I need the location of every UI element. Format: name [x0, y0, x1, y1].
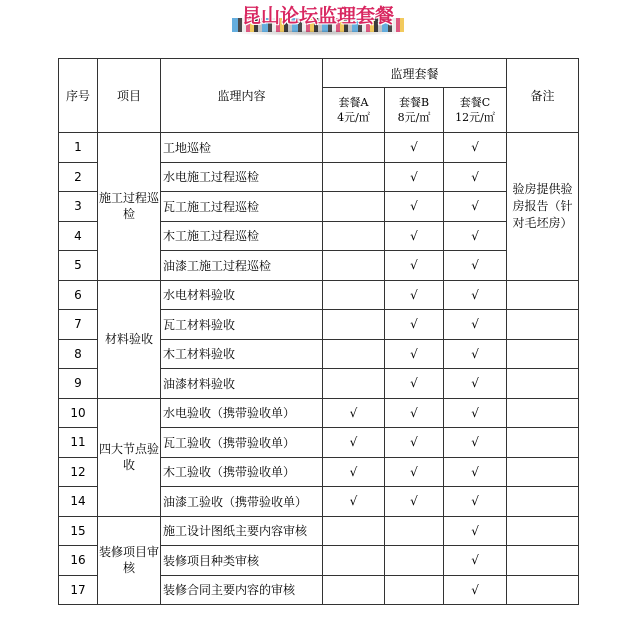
- note-empty: [507, 575, 579, 605]
- check-c: √: [444, 369, 507, 399]
- note-empty: [507, 428, 579, 458]
- note-empty: [507, 339, 579, 369]
- check-b: [385, 546, 444, 576]
- check-a: [323, 162, 385, 192]
- row-no: 9: [59, 369, 98, 399]
- row-no: 2: [59, 162, 98, 192]
- table-row: [59, 280, 579, 310]
- header-package-a: [323, 88, 385, 133]
- check-a: √: [323, 487, 385, 517]
- check-b: √: [385, 280, 444, 310]
- check-c: √: [444, 310, 507, 340]
- row-content: 瓦工施工过程巡检: [161, 192, 323, 222]
- banner-shadow: [232, 30, 404, 36]
- note-empty: [507, 310, 579, 340]
- note-empty: [507, 369, 579, 399]
- table-row: [59, 398, 579, 428]
- header-package-b: [385, 88, 444, 133]
- header-item: 项目: [98, 59, 161, 133]
- header-packages: 监理套餐: [323, 59, 507, 88]
- row-no: 4: [59, 221, 98, 251]
- row-content: 装修项目种类审核: [161, 546, 323, 576]
- check-a: [323, 339, 385, 369]
- row-no: 6: [59, 280, 98, 310]
- header-note: 备注: [507, 59, 579, 133]
- package-c-price: 12元/㎡: [455, 111, 495, 124]
- row-content: 施工设计图纸主要内容审核: [161, 516, 323, 546]
- row-no: 17: [59, 575, 98, 605]
- check-b: √: [385, 428, 444, 458]
- check-a: [323, 192, 385, 222]
- row-content: 瓦工验收（携带验收单）: [161, 428, 323, 458]
- check-a: [323, 369, 385, 399]
- check-c: √: [444, 251, 507, 281]
- row-no: 16: [59, 546, 98, 576]
- row-no: 8: [59, 339, 98, 369]
- check-a: [323, 310, 385, 340]
- table-row: [59, 133, 579, 163]
- check-b: √: [385, 398, 444, 428]
- check-b: √: [385, 487, 444, 517]
- package-a-price: 4元/㎡: [337, 111, 370, 124]
- row-content: 油漆材料验收: [161, 369, 323, 399]
- check-c: √: [444, 133, 507, 163]
- check-b: √: [385, 192, 444, 222]
- group-label: 装修项目审核: [98, 516, 161, 605]
- check-c: √: [444, 546, 507, 576]
- supervision-package-table: [58, 58, 579, 605]
- row-no: 1: [59, 133, 98, 163]
- page-title: 昆山论坛监理套餐: [241, 5, 394, 27]
- row-content: 装修合同主要内容的审核: [161, 575, 323, 605]
- check-c: √: [444, 487, 507, 517]
- check-a: √: [323, 398, 385, 428]
- row-content: 木工验收（携带验收单）: [161, 457, 323, 487]
- row-content: 水电材料验收: [161, 280, 323, 310]
- check-a: [323, 546, 385, 576]
- check-b: √: [385, 251, 444, 281]
- check-c: √: [444, 192, 507, 222]
- row-content: 木工材料验收: [161, 339, 323, 369]
- row-no: 11: [59, 428, 98, 458]
- row-no: 5: [59, 251, 98, 281]
- group-label: 四大节点验收: [98, 398, 161, 516]
- check-c: √: [444, 428, 507, 458]
- row-content: 油漆工施工过程巡检: [161, 251, 323, 281]
- row-content: 木工施工过程巡检: [161, 221, 323, 251]
- note-empty: [507, 487, 579, 517]
- row-no: 15: [59, 516, 98, 546]
- group-label: 材料验收: [98, 280, 161, 398]
- check-a: [323, 133, 385, 163]
- row-content: 瓦工材料验收: [161, 310, 323, 340]
- row-content: 水电验收（携带验收单）: [161, 398, 323, 428]
- header-content: 监理内容: [161, 59, 323, 133]
- check-c: √: [444, 398, 507, 428]
- check-c: √: [444, 280, 507, 310]
- package-b-price: 8元/㎡: [397, 111, 431, 124]
- banner: [232, 0, 404, 36]
- row-no: 3: [59, 192, 98, 222]
- check-c: √: [444, 575, 507, 605]
- note-empty: [507, 546, 579, 576]
- check-c: √: [444, 457, 507, 487]
- package-a-name: 套餐A: [338, 96, 369, 109]
- package-c-name: 套餐C: [459, 96, 491, 109]
- note-empty: [507, 516, 579, 546]
- row-no: 7: [59, 310, 98, 340]
- group-label: 施工过程巡检: [98, 133, 161, 281]
- check-c: √: [444, 221, 507, 251]
- check-a: [323, 516, 385, 546]
- check-b: √: [385, 339, 444, 369]
- row-no: 12: [59, 457, 98, 487]
- check-b: √: [385, 310, 444, 340]
- check-a: [323, 221, 385, 251]
- row-content: 工地巡检: [161, 133, 323, 163]
- check-c: √: [444, 516, 507, 546]
- check-a: √: [323, 457, 385, 487]
- check-c: √: [444, 162, 507, 192]
- check-b: √: [385, 162, 444, 192]
- check-b: √: [385, 457, 444, 487]
- header-no: 序号: [59, 59, 98, 133]
- check-b: √: [385, 221, 444, 251]
- check-b: √: [385, 133, 444, 163]
- row-no: 10: [59, 398, 98, 428]
- check-a: [323, 251, 385, 281]
- header-package-c: [444, 88, 507, 133]
- check-c: √: [444, 339, 507, 369]
- check-b: [385, 516, 444, 546]
- row-content: 油漆工验收（携带验收单）: [161, 487, 323, 517]
- check-b: √: [385, 369, 444, 399]
- check-a: [323, 280, 385, 310]
- note-empty: [507, 280, 579, 310]
- package-b-name: 套餐B: [398, 96, 430, 109]
- row-content: 水电施工过程巡检: [161, 162, 323, 192]
- check-b: [385, 575, 444, 605]
- note-empty: [507, 457, 579, 487]
- check-a: [323, 575, 385, 605]
- table-row: [59, 516, 579, 546]
- note-empty: [507, 398, 579, 428]
- row-no: 14: [59, 487, 98, 517]
- note-cell: 验房提供验房报告（针对毛坯房）: [507, 133, 579, 281]
- check-a: √: [323, 428, 385, 458]
